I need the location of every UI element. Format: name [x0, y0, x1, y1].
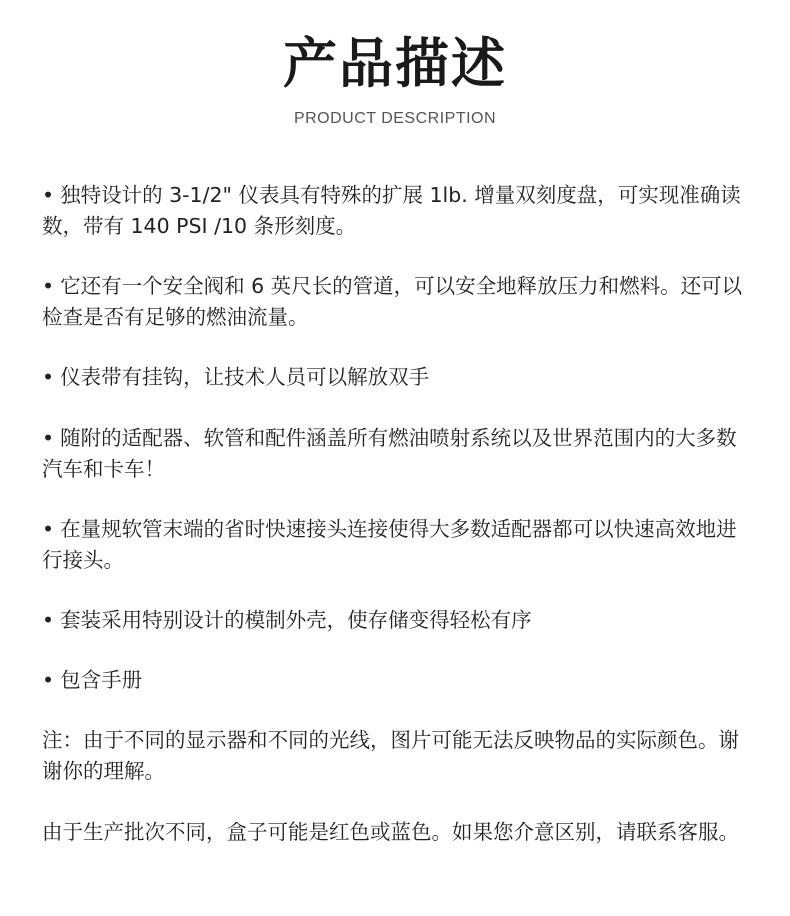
description-text: 仪表带有挂钩，让技术人员可以解放双手: [60, 365, 430, 389]
bullet-icon: •: [42, 668, 55, 692]
bullet-icon: •: [42, 183, 55, 207]
description-text: 它还有一个安全阀和 6 英尺长的管道，可以安全地释放压力和燃料。还可以检查是否有足够的燃油流量。: [42, 274, 743, 329]
bullet-icon: •: [42, 365, 55, 389]
page-subtitle: PRODUCT DESCRIPTION: [293, 110, 497, 127]
description-item-manual: [42, 665, 754, 696]
bullet-icon: •: [42, 608, 55, 632]
description-text: 随附的适配器、软管和配件涵盖所有燃油喷射系统以及世界范围内的大多数汽车和卡车！: [42, 426, 737, 481]
note-box-color: [42, 817, 754, 848]
note-color-disclaimer: [42, 725, 754, 787]
description-content: [42, 180, 754, 848]
bullet-icon: •: [42, 274, 55, 298]
bullet-icon: •: [42, 517, 55, 541]
description-item-hook: [42, 362, 754, 393]
description-text: 在量规软管末端的省时快速接头连接使得大多数适配器都可以快速高效地进行接头。: [42, 517, 737, 572]
description-item-gauge: [42, 180, 754, 242]
description-item-safety-valve: [42, 271, 754, 333]
page-title: 产品描述: [283, 32, 507, 95]
description-item-quick-connect: [42, 514, 754, 576]
description-text: 套装采用特别设计的模制外壳，使存储变得轻松有序: [60, 608, 532, 632]
note-text: 由于生产批次不同，盒子可能是红色或蓝色。如果您介意区别，请联系客服。: [42, 820, 739, 844]
description-text: 独特设计的 3-1/2" 仪表具有特殊的扩展 1lb. 增量双刻度盘，可实现准确读数，带有 140 PSI /10 条形刻度。: [42, 183, 741, 238]
description-item-adapters: [42, 423, 754, 485]
description-text: 包含手册: [60, 668, 143, 692]
bullet-icon: •: [42, 426, 55, 450]
description-item-case: [42, 605, 754, 636]
page-header: [0, 28, 790, 130]
note-text: 注：由于不同的显示器和不同的光线，图片可能无法反映物品的实际颜色。谢谢你的理解。: [42, 728, 739, 783]
